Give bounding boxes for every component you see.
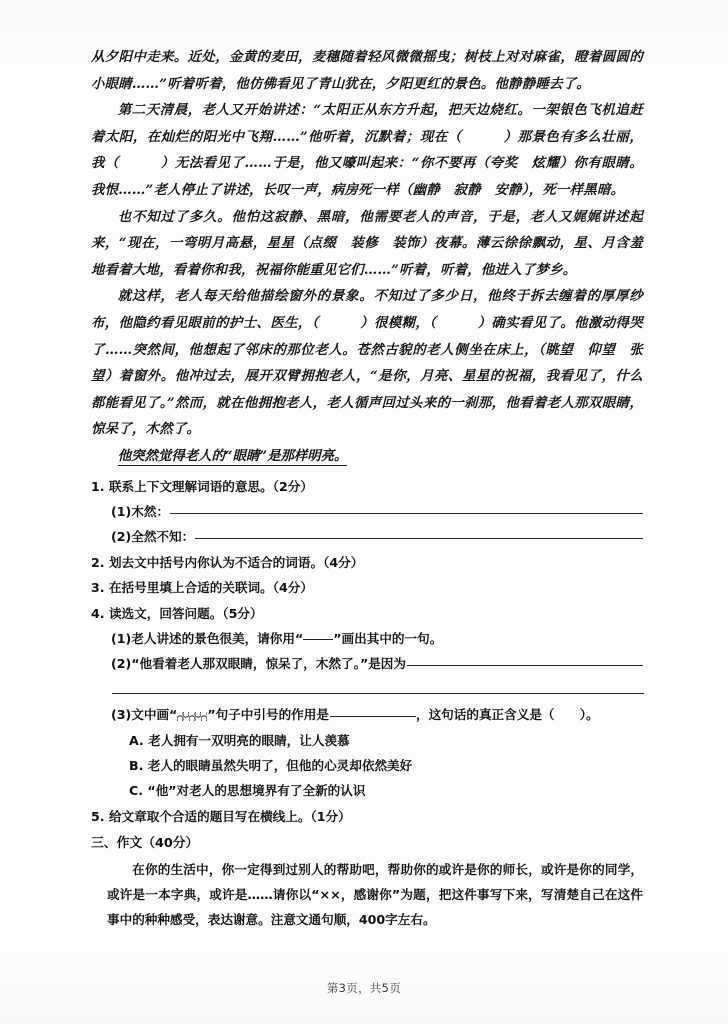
answer-line-4-2a[interactable] — [407, 665, 643, 666]
question-4-number: 4. — [91, 605, 105, 621]
question-1-text: 联系上下文理解词语的意思。（2分） — [108, 478, 313, 494]
passage-paragraph-3: 也不知过了多久。他怕这寂静、黑暗，他需要老人的声音，于是，老人又娓娓讲述起来，“现在，一弯明月高悬，星星（点缀 装修 装饰）夜幕。薄云徐徐飘动，星、月含羞地看着大地，看着你和我，祝福你能重见它们……”听着，听着，他进入了梦乡。 — [91, 208, 643, 278]
answer-line-4-2b[interactable] — [112, 693, 644, 694]
question-5 — [91, 804, 643, 829]
question-5-text: 给文章取个合适的题目写在横线上。（1分） — [108, 808, 351, 824]
question-4-choice-a[interactable]: A. 老人拥有一双明亮的眼睛，让人羡慕 — [129, 732, 350, 748]
question-2 — [91, 550, 643, 575]
question-4-sub-3-label-a: (3)文中画“ — [111, 707, 178, 723]
question-4-sub-1 — [91, 626, 643, 651]
question-3-number: 3. — [91, 580, 105, 596]
question-1-sub-1-label: (1)木然： — [111, 503, 170, 519]
answer-line-1-1[interactable] — [170, 513, 643, 514]
question-4-sub-3-label-b: ”句子中引号的作用是 — [207, 707, 329, 723]
question-4-choice-c[interactable]: C. “他”对老人的思想境界有了全新的认识 — [129, 783, 366, 799]
composition-prompt: 在你的生活中，你一定得到过别人的帮助吧，帮助你的或许是你的师长，或许是你的同学，或许是一本字典，或许是……请你以“××，感谢你”为题，把这件事写下来，写清楚自己在这件事中的种种感受，表达谢意。注意文通句顺，400字左右。 — [107, 861, 643, 928]
underline-mark-icon — [303, 639, 333, 640]
question-4-sub-2-continued — [91, 677, 643, 702]
question-4-sub-2-label: (2)“他看着老人那双眼睛，惊呆了，木然了。”是因为 — [111, 656, 406, 672]
question-1-sub-1 — [91, 499, 643, 524]
passage-key-sentence — [91, 443, 643, 470]
page-footer: 第3页，共5页 — [326, 981, 402, 995]
passage-paragraph-2: 第二天清晨，老人又开始讲述：“太阳正从东方升起，把天边烧红。一架银色飞机追赶着太阳，在灿烂的阳光中飞翔……”他听着，沉默着；现在（ ）那景色有多么壮丽，我（ ）无法看见了……于是，他又嚎叫起来：“你不要再（夸奖 炫耀）你有眼睛。我恨……”老人停止了讲述，长叹一声，病房死一样（幽静 寂静 安静），死一样黑暗。 — [91, 102, 643, 198]
question-3 — [91, 575, 643, 600]
question-2-text: 划去文中括号内你认为不适合的词语。（4分） — [108, 554, 364, 570]
question-4-sub-2 — [91, 651, 643, 676]
question-4-sub-1-label: (1)老人讲述的景色很美，请你用“ — [111, 630, 304, 646]
question-4-sub-3 — [91, 702, 643, 727]
question-5-number: 5. — [91, 808, 105, 824]
question-1-sub-2-label: (2)全然不知： — [111, 529, 195, 545]
page-content — [91, 44, 643, 933]
key-sentence-underline: 他突然觉得老人的“眼睛”是那样明亮。 — [117, 447, 348, 464]
reading-passage — [91, 44, 643, 443]
wavy-underline-mark-icon — [177, 712, 207, 721]
question-1-sub-2 — [91, 524, 643, 549]
question-4-sub-3-label-c: ，这句话的真正含义是（ ）。 — [415, 707, 599, 723]
question-1 — [91, 474, 643, 499]
passage-paragraph-4: 就这样，老人每天给他描绘窗外的景象。不知过了多少日，他终于拆去缠着的厚厚纱布，他隐约看见眼前的护士、医生，（ ）很模糊，（ ）确实看见了。他激动得哭了……突然间，他想起了邻床的那位老人。苍然古貌的老人侧坐在床上，（眺望 仰望 张望）着窗外。他冲过去，展开双臂拥抱老人，“是你，月亮、星星的祝福，我看见了，什么都能看见了。”然而，就在他拥抱老人，老人循声回过头来的一刹那，他看着老人那双眼睛，惊呆了，木然了。 — [91, 288, 643, 438]
passage-paragraph-1: 从夕阳中走来。近处，金黄的麦田，麦穗随着轻风微微摇曳；树枝上对对麻雀，瞪着圆圆的小眼睛……”听着听着，他仿佛看见了青山犹在，夕阳更红的景色。他静静睡去了。 — [91, 49, 643, 92]
question-2-number: 2. — [91, 554, 105, 570]
answer-line-1-2[interactable] — [195, 538, 643, 539]
question-4 — [91, 601, 643, 626]
question-4-text: 读选文，回答问题。（5分） — [108, 605, 263, 621]
question-1-number: 1. — [91, 478, 105, 494]
question-3-text: 在括号里填上合适的关联词。（4分） — [108, 580, 313, 596]
question-4-choice-b[interactable]: B. 老人的眼睛虽然失明了，但他的心灵却依然美好 — [129, 757, 413, 773]
composition-heading: 三、作文（40分） — [91, 836, 199, 852]
question-4-sub-1-label-after: ”画出其中的一句。 — [333, 630, 443, 646]
answer-line-4-3[interactable] — [330, 716, 416, 717]
question-list — [91, 474, 643, 830]
